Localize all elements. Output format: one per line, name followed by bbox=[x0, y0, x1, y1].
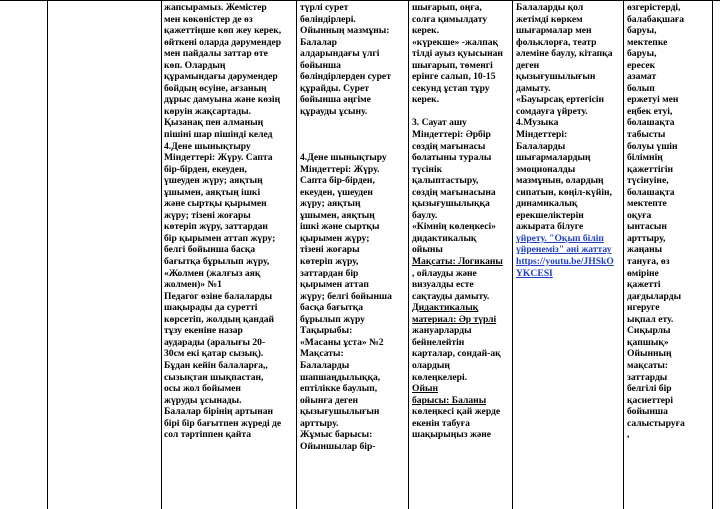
text-line: Ойыншылар бір- bbox=[300, 440, 376, 452]
text-line: дидактикалық bbox=[412, 232, 477, 244]
text-line: жануарларды bbox=[412, 325, 472, 337]
text-line: деген bbox=[516, 59, 540, 71]
text-line: көтеріп жүру, bbox=[300, 256, 359, 268]
text-line: мақсаты: bbox=[627, 359, 669, 371]
text-line: Ойынның мазмұны: bbox=[300, 25, 390, 37]
table-cell-col4 bbox=[300, 2, 406, 452]
column-divider bbox=[408, 0, 409, 509]
text-line: мектепте bbox=[627, 198, 667, 210]
text-line: секунд ұстап тұру bbox=[412, 82, 490, 94]
text-line: керек. bbox=[412, 25, 440, 37]
text-line: тұзу екеніне назар bbox=[164, 325, 243, 337]
table-cell-col7 bbox=[627, 2, 711, 441]
text-line: Сапта бір-бірден, bbox=[300, 175, 375, 187]
text-line: бөліндірлері. bbox=[300, 13, 356, 25]
text-line: екеуден, үшеуден bbox=[300, 186, 373, 198]
text-line: өйткені оларда дәрумендер bbox=[164, 36, 282, 48]
text-line: көрсетіп, жолдың қандай bbox=[164, 313, 275, 325]
column-divider bbox=[623, 0, 624, 509]
text-line: ынтасын bbox=[627, 221, 667, 233]
text-line: балабақшаға bbox=[627, 13, 685, 25]
text-line: Ойынның bbox=[627, 348, 672, 360]
text-line: баулу. bbox=[412, 209, 438, 221]
text-line: 4.Дене шынықтыру bbox=[300, 152, 387, 164]
text-line: белгілі бір bbox=[627, 383, 672, 395]
text-line: үшеуден жүру; аяқтың bbox=[164, 175, 263, 187]
text-line: «Бауырсақ ертегісін bbox=[516, 94, 605, 106]
text-line: сол тәртіппен қайта bbox=[164, 429, 251, 441]
text-line: жүру; тізені жоғары bbox=[164, 209, 251, 221]
text-line: көлеңкелері. bbox=[412, 371, 468, 383]
column-divider bbox=[712, 0, 713, 509]
text-line: қырымен аттап bbox=[300, 279, 369, 291]
text-line: ажырата білуге bbox=[516, 221, 584, 233]
text-line: қызығушылыққа bbox=[412, 198, 490, 210]
text-line: Мақсаты: Логиканы bbox=[412, 256, 503, 268]
text-line: Педагог өзіне балаларды bbox=[164, 290, 273, 302]
text-line: қажеттігін bbox=[627, 163, 674, 175]
text-line: динамикалық bbox=[516, 198, 578, 210]
text-line: шапшаңдылыққа, bbox=[300, 371, 381, 383]
text-line: басқа бағытқа bbox=[300, 302, 364, 314]
text-line: арттыру, bbox=[627, 232, 666, 244]
text-line: жүруды ұсынады. bbox=[164, 394, 242, 406]
text-line: баруы, bbox=[627, 48, 657, 60]
text-line: осы жол бойымен bbox=[164, 383, 241, 395]
text-line: , ойлауды және bbox=[412, 267, 477, 279]
text-line: шығарып, оңға, bbox=[412, 2, 482, 13]
text-line: Ойын bbox=[412, 383, 439, 395]
text-line: сомдауға үйрету. bbox=[516, 105, 588, 117]
text-line: бірі бір бағытпен жүреді де bbox=[164, 417, 282, 429]
text-line: еңбек етуі, bbox=[627, 105, 673, 117]
text-line: сөздің мағынасына bbox=[412, 186, 496, 198]
text-line: болашақта bbox=[627, 117, 675, 129]
text-line: қапшық» bbox=[627, 336, 669, 348]
text-line: құрауды ұсыну. bbox=[300, 105, 368, 117]
text-line: «Жолмен (жалғыз аяқ bbox=[164, 267, 261, 279]
text-line: жетімді көркем bbox=[516, 13, 583, 25]
text-line: ересек bbox=[627, 59, 656, 71]
text-line: арттыру. bbox=[300, 417, 339, 429]
text-line: салыстыруға bbox=[627, 417, 685, 429]
text-line: заттардан бір bbox=[300, 267, 359, 279]
text-line: жаңаны bbox=[627, 244, 663, 256]
text-line: Балалар бірінің артынан bbox=[164, 406, 274, 418]
text-line: түсінуіне, bbox=[627, 175, 669, 187]
text-line: өміріне bbox=[627, 267, 659, 279]
text-line: сақтауды дамыту. bbox=[412, 290, 490, 302]
text-line: қалыптастыру, bbox=[412, 175, 479, 187]
text-line: ержетуі мен bbox=[627, 94, 679, 106]
text-line: бір-бірден, екеуден, bbox=[164, 163, 247, 175]
text-line: игеруге bbox=[627, 302, 660, 314]
text-line: белгі бойынша басқа bbox=[164, 244, 256, 256]
text-line: барысы: Баланы bbox=[412, 394, 487, 406]
text-line: сөздің мағынасы bbox=[412, 140, 486, 152]
text-line: бойдың өсуіне, ағзаның bbox=[164, 82, 267, 94]
text-line: шақырады да суретті bbox=[164, 302, 258, 314]
text-line: 4.Дене шынықтыру bbox=[164, 140, 251, 152]
text-line: қасиеттері bbox=[627, 394, 674, 406]
text-line: Қызанақ пен алманың bbox=[164, 117, 264, 129]
text-line: азамат bbox=[627, 71, 657, 83]
text-line: Балалар bbox=[300, 36, 338, 48]
text-line: аударады (аралығы 20- bbox=[164, 336, 266, 348]
text-line: 3. Сауат ашу bbox=[412, 117, 467, 129]
text-line: , bbox=[627, 429, 630, 441]
text-line: эмоционалды bbox=[516, 163, 576, 175]
text-line: табысты bbox=[627, 129, 666, 141]
text-line: 30см екі қатар сызық). bbox=[164, 348, 264, 360]
text-line: пішіні шар пішінді келед bbox=[164, 129, 273, 141]
text-line: бөліндірлерден сурет bbox=[300, 71, 391, 83]
text-line: шығармалардың bbox=[516, 152, 591, 164]
text-line: бойынша bbox=[300, 59, 341, 71]
text-line: құрамындағы дәрумендер bbox=[164, 71, 278, 83]
text-line: көруін жақсартады. bbox=[164, 105, 251, 117]
text-line: мен көкөністер де өз bbox=[164, 13, 253, 25]
text-line: тануға, өз bbox=[627, 256, 670, 268]
text-line: бұрылып жүру bbox=[300, 313, 365, 325]
text-line: бір қырымен аттап жүру; bbox=[164, 232, 276, 244]
text-line bbox=[412, 106, 510, 118]
text-line: Тақырыбы: bbox=[300, 325, 353, 337]
text-line: баруы, bbox=[627, 25, 657, 37]
text-line: қажетті bbox=[627, 279, 661, 291]
text-line: дамыту. bbox=[516, 82, 551, 94]
column-divider bbox=[47, 0, 48, 509]
text-line: ойынға деген bbox=[300, 394, 359, 406]
text-line: білімнің bbox=[627, 152, 663, 164]
text-line: Міндеттері: bbox=[516, 129, 568, 141]
link-text-line[interactable]: үйрету. "Оқып біліп bbox=[516, 232, 604, 244]
table-cell-col3 bbox=[164, 2, 294, 441]
text-line: жүру; аяқтың bbox=[300, 198, 361, 210]
text-line: болып bbox=[627, 82, 655, 94]
text-line: Мақсаты: bbox=[300, 348, 344, 360]
text-line: ұшымен, аяқтың bbox=[300, 209, 375, 221]
text-line: заттарды bbox=[627, 371, 668, 383]
text-line: түрлі сурет bbox=[300, 2, 349, 13]
text-line: бейнелейтін bbox=[412, 336, 465, 348]
text-line: ұшымен, аяқтың ішкі bbox=[164, 186, 261, 198]
text-line: болатыны туралы bbox=[412, 152, 492, 164]
text-line: және сыртқы қырымен bbox=[164, 198, 267, 210]
text-line: шығарып, төменгі bbox=[412, 59, 493, 71]
text-line: қызығушылығын bbox=[516, 71, 596, 83]
text-line: ойыны bbox=[412, 244, 443, 256]
text-line: «Кімнің көлеңкесі» bbox=[412, 221, 496, 233]
text-line bbox=[300, 117, 406, 129]
text-line: бағытқа бұрылып жүру, bbox=[164, 256, 270, 268]
text-line: Балаларды қол bbox=[516, 2, 584, 13]
text-line: көп. Олардың bbox=[164, 59, 226, 71]
text-line: көтеріп жүру, заттардан bbox=[164, 221, 268, 233]
text-line: өзгерістерді, bbox=[627, 2, 681, 13]
text-line: жолмен)» №1 bbox=[164, 279, 222, 291]
text-line: жапсырамыз. Жемістер bbox=[164, 2, 267, 13]
column-divider bbox=[512, 0, 513, 509]
text-line: болашақта bbox=[627, 186, 675, 198]
text-line: Сиқырлы bbox=[627, 325, 671, 337]
text-line: құрайды. Сурет bbox=[300, 82, 369, 94]
text-line: 4.Музыка bbox=[516, 117, 559, 129]
text-line: Міндеттері: Әрбір bbox=[412, 129, 491, 141]
text-line: екенін табуға bbox=[412, 417, 470, 429]
text-line: ішкі және сыртқы bbox=[300, 221, 380, 233]
text-line: Дидактикалық bbox=[412, 302, 479, 314]
text-line: тілді ауыз қуысынан bbox=[412, 48, 503, 60]
text-line: түсінік bbox=[412, 163, 443, 175]
text-line: ерінге салып, 10-15 bbox=[412, 71, 496, 83]
column-divider bbox=[296, 0, 297, 509]
text-line: мен пайдалы заттар өте bbox=[164, 48, 268, 60]
text-line: дұрыс дамуына және көзің bbox=[164, 94, 281, 106]
text-line: Бұдан кейін балаларға,, bbox=[164, 359, 268, 371]
text-line: болуы үшін bbox=[627, 140, 678, 152]
text-line: сызықтан шықпастан, bbox=[164, 371, 264, 383]
text-line: Міндеттері: Жүру. Сапта bbox=[164, 152, 273, 164]
text-line: дағдыларды bbox=[627, 290, 682, 302]
text-line: қызығушылығын bbox=[300, 406, 380, 418]
text-line: көлеңкесі қай жерде bbox=[412, 406, 501, 418]
column-divider bbox=[161, 0, 162, 509]
link-text-line[interactable]: YKCESI bbox=[516, 267, 553, 279]
text-line: ептілікке баулып, bbox=[300, 383, 378, 395]
table-cell-col5 bbox=[412, 2, 510, 441]
text-line: Балаларды bbox=[516, 140, 566, 152]
text-line: шақырыңыз және bbox=[412, 429, 492, 441]
text-line: әлеміне баулу, кітапқа bbox=[516, 48, 613, 60]
text-line: фольклорға, театр bbox=[516, 36, 597, 48]
link-text-line[interactable]: үйренеміз" әні жаттау bbox=[516, 244, 612, 256]
text-line: алдарындағы үлгі bbox=[300, 48, 380, 60]
text-line: тізені жоғары bbox=[300, 244, 360, 256]
text-line: «күрекше» -жалпақ bbox=[412, 36, 499, 48]
text-line: карталар, сондай-ақ bbox=[412, 348, 501, 360]
text-line bbox=[300, 129, 406, 141]
text-line: мазмұнын, олардың bbox=[516, 175, 604, 187]
text-line: оқуға bbox=[627, 209, 652, 221]
text-line: ықпал ету. bbox=[627, 313, 674, 325]
text-line: олардың bbox=[412, 359, 450, 371]
text-line: Міндеттері: Жүру. bbox=[300, 163, 380, 175]
top-border bbox=[0, 0, 720, 1]
text-line: бойынша bbox=[627, 406, 668, 418]
text-line: «Масаны ұста» №2 bbox=[300, 336, 384, 348]
text-line: қырымен жүру; bbox=[300, 232, 370, 244]
text-line: солға қимылдату bbox=[412, 13, 488, 25]
text-line: ерекшеліктерін bbox=[516, 209, 584, 221]
text-line: визуалды есте bbox=[412, 279, 474, 291]
link-text-line[interactable]: https://youtu.be/JHSkO bbox=[516, 256, 614, 268]
text-line: материал: Әр түрлі bbox=[412, 313, 497, 325]
text-line: шығармалар мен bbox=[516, 25, 592, 37]
text-line: Балаларды bbox=[300, 359, 350, 371]
text-line: мектепке bbox=[627, 36, 668, 48]
table-cell-col6 bbox=[516, 2, 622, 279]
text-line: сипатын, көңіл-күйін, bbox=[516, 186, 612, 198]
text-line: бойынша әңгіме bbox=[300, 94, 371, 106]
text-line: Жұмыс барысы: bbox=[300, 429, 373, 441]
text-line: керек. bbox=[412, 94, 440, 106]
text-line: жүру; белгі бойынша bbox=[300, 290, 392, 302]
text-line bbox=[300, 141, 406, 153]
text-line: қажеттіңше көп жеу керек, bbox=[164, 25, 282, 37]
